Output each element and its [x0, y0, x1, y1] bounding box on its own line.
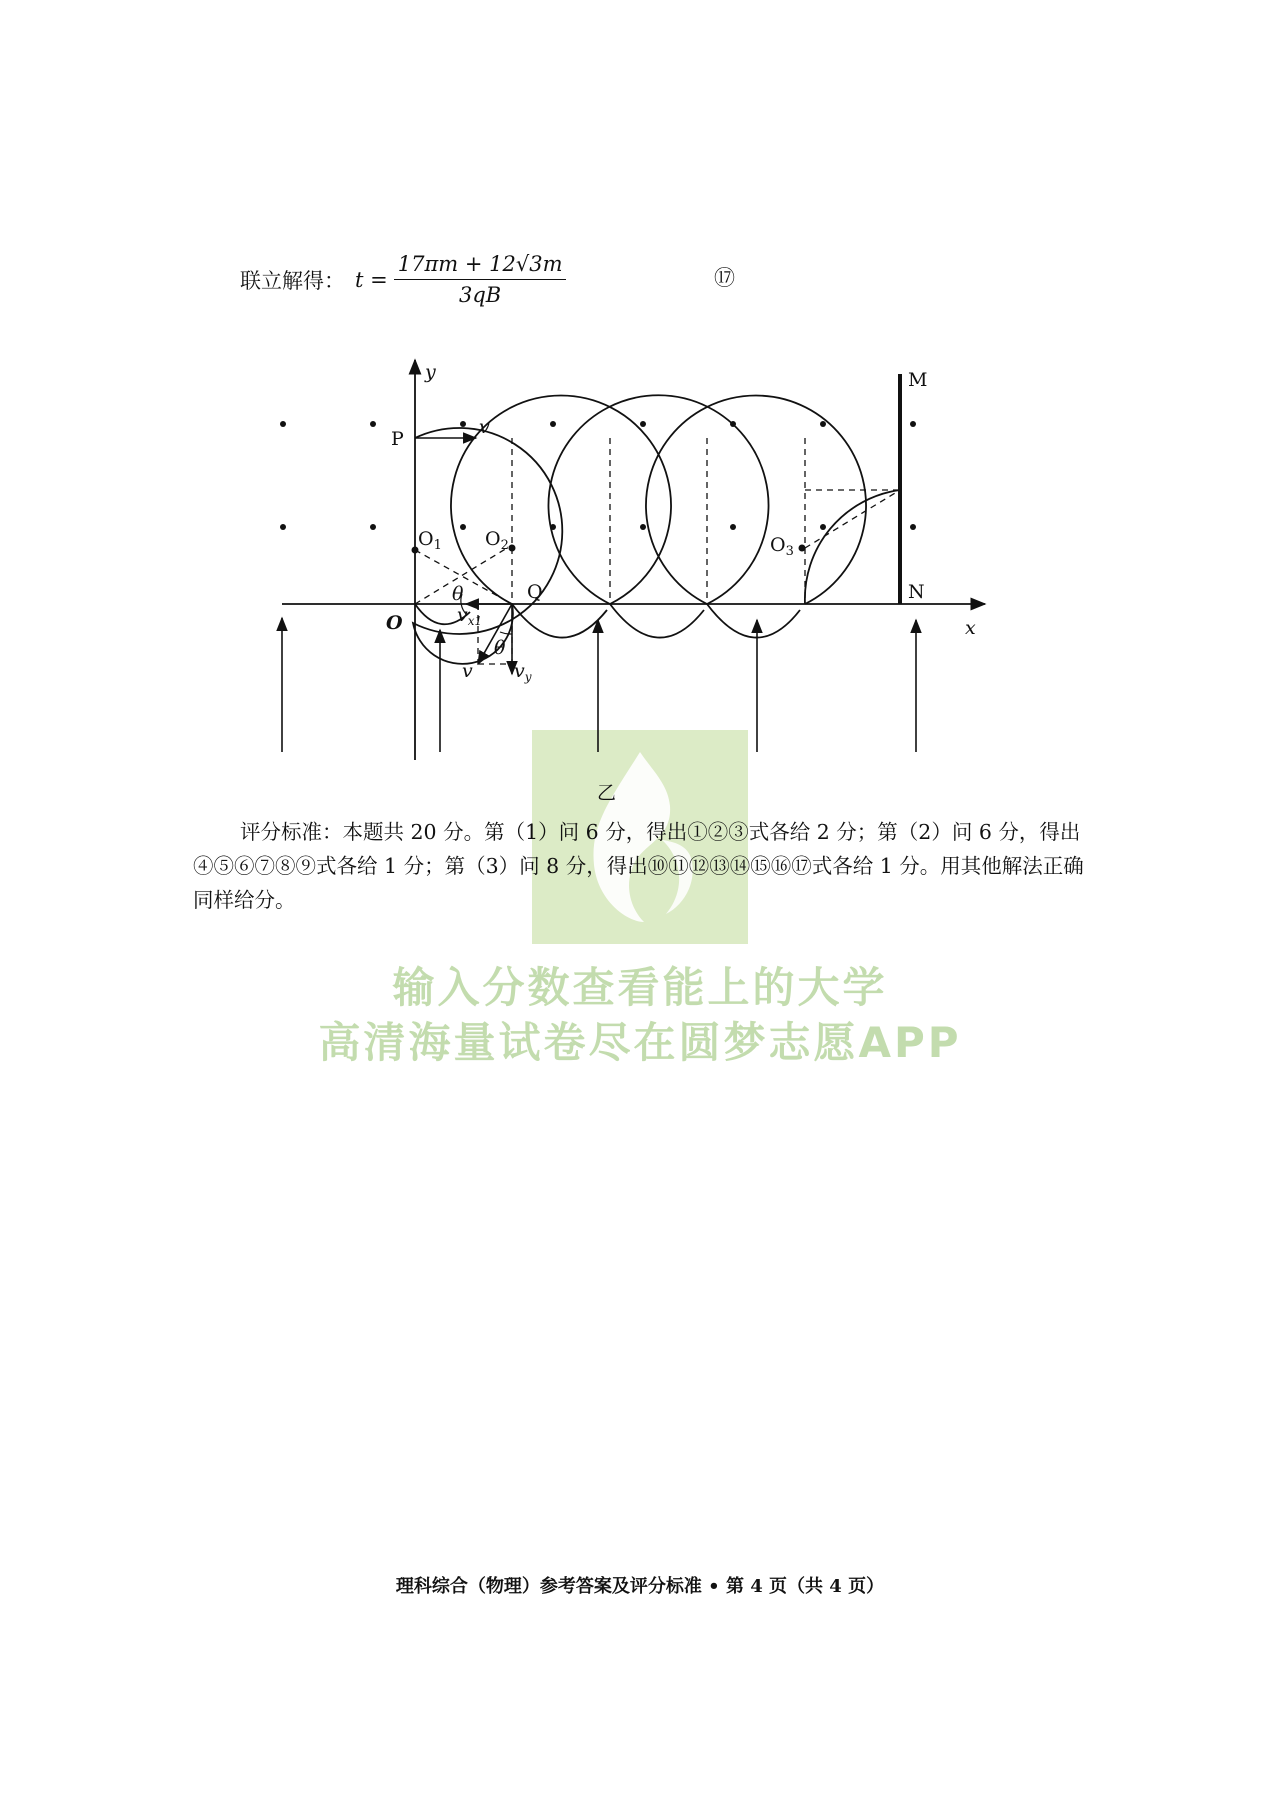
grading-standard [193, 815, 1093, 917]
point-p-label: P [391, 428, 404, 450]
formula-denominator: 3qB [458, 283, 502, 307]
grading-text: 评分标准：本题共 20 分。第（1）问 6 分，得出①②③式各给 2 分；第（2）问 6 分，得出④⑤⑥⑦⑧⑨式各给 1 分；第（3）问 8 分，得出⑩⑪⑫⑬⑭⑮⑯⑰式各给 1 分。用其他解法正确同样给分。 [193, 820, 1084, 912]
magnetic-field-dots [280, 421, 916, 530]
point-q-label: Q [527, 581, 543, 603]
watermark-line-2: 高清海量试卷尽在圆梦志愿APP [318, 1018, 962, 1067]
physics-figure [0, 0, 1280, 800]
circle-centers [412, 545, 806, 554]
formula-lhs: t = [355, 267, 388, 292]
vy-label: $v_y$ [514, 660, 532, 684]
formula-label: 联立解得： [240, 268, 345, 293]
point-m-label: M [908, 369, 928, 391]
electric-field-arrows [282, 618, 916, 752]
y-axis-label: y [425, 361, 436, 383]
point-n-label: N [908, 581, 925, 603]
page-footer: 理科综合（物理）参考答案及评分标准 • 第 4 页（共 4 页） [395, 1576, 885, 1597]
vx-label: $v_{x1}$ [457, 604, 483, 628]
o1-label: $O_1$ [418, 528, 442, 553]
formula-numerator: 17πm + 12√3m [394, 252, 567, 280]
o2-label: $O_2$ [485, 528, 509, 553]
theta-label-1: θ [452, 583, 464, 605]
v-top-label: v [479, 416, 490, 438]
theta-label-2: θ [494, 637, 506, 659]
equation-number: ⑰ [714, 266, 735, 290]
v-bottom-label: v [462, 660, 473, 682]
figure-caption: 乙 [597, 782, 617, 804]
x-axis-label: x [965, 617, 976, 639]
watermark-line-1: 输入分数查看能上的大学 [392, 963, 888, 1012]
origin-label: O [386, 612, 403, 634]
o3-label: $O_3$ [770, 534, 794, 559]
